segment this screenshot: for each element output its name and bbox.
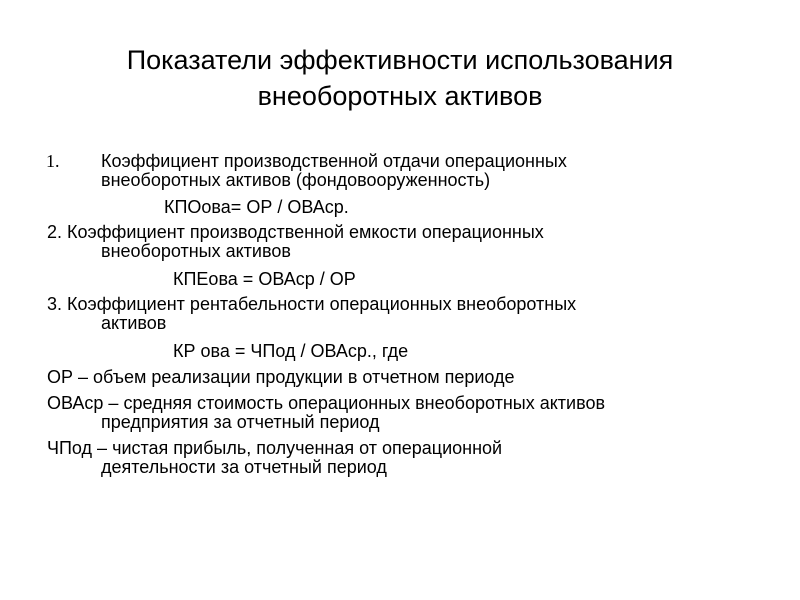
definition-chpod-line-2: деятельности за отчетный период	[101, 457, 387, 477]
definition-ovasr-line-2: предприятия за отчетный период	[101, 412, 380, 432]
item-1-text-line-2: внеоборотных активов (фондовооруженность)	[101, 170, 491, 190]
item-2-text-line-2: внеоборотных активов	[101, 241, 291, 261]
item-2-text-line-1: 2. Коэффициент производственной емкости операционных	[47, 222, 544, 242]
slide-title-line-2: внеоборотных активов	[257, 81, 543, 111]
definition-ovasr-line-1: ОВАср – средняя стоимость операционных внеоборотных активов	[47, 393, 606, 413]
definition-or: ОР – объем реализации продукции в отчетном периоде	[47, 367, 515, 387]
item-1-formula: КПОова= ОР / ОВАср.	[164, 197, 349, 217]
item-1-text-line-1: Коэффициент производственной отдачи операционных	[101, 151, 567, 171]
list-number-1: 1.	[46, 151, 60, 171]
item-3-text-line-2: активов	[101, 313, 167, 333]
item-3-text-line-1: 3. Коэффициент рентабельности операционных внеоборотных	[47, 294, 577, 314]
definition-chpod-line-1: ЧПод – чистая прибыль, полученная от операционной	[47, 438, 503, 458]
item-2-formula: КПЕова = ОВАср / ОР	[173, 269, 356, 289]
item-3-formula: КР ова = ЧПод / ОВАср., где	[173, 341, 409, 361]
slide-title-line-1: Показатели эффективности использования	[126, 45, 674, 75]
